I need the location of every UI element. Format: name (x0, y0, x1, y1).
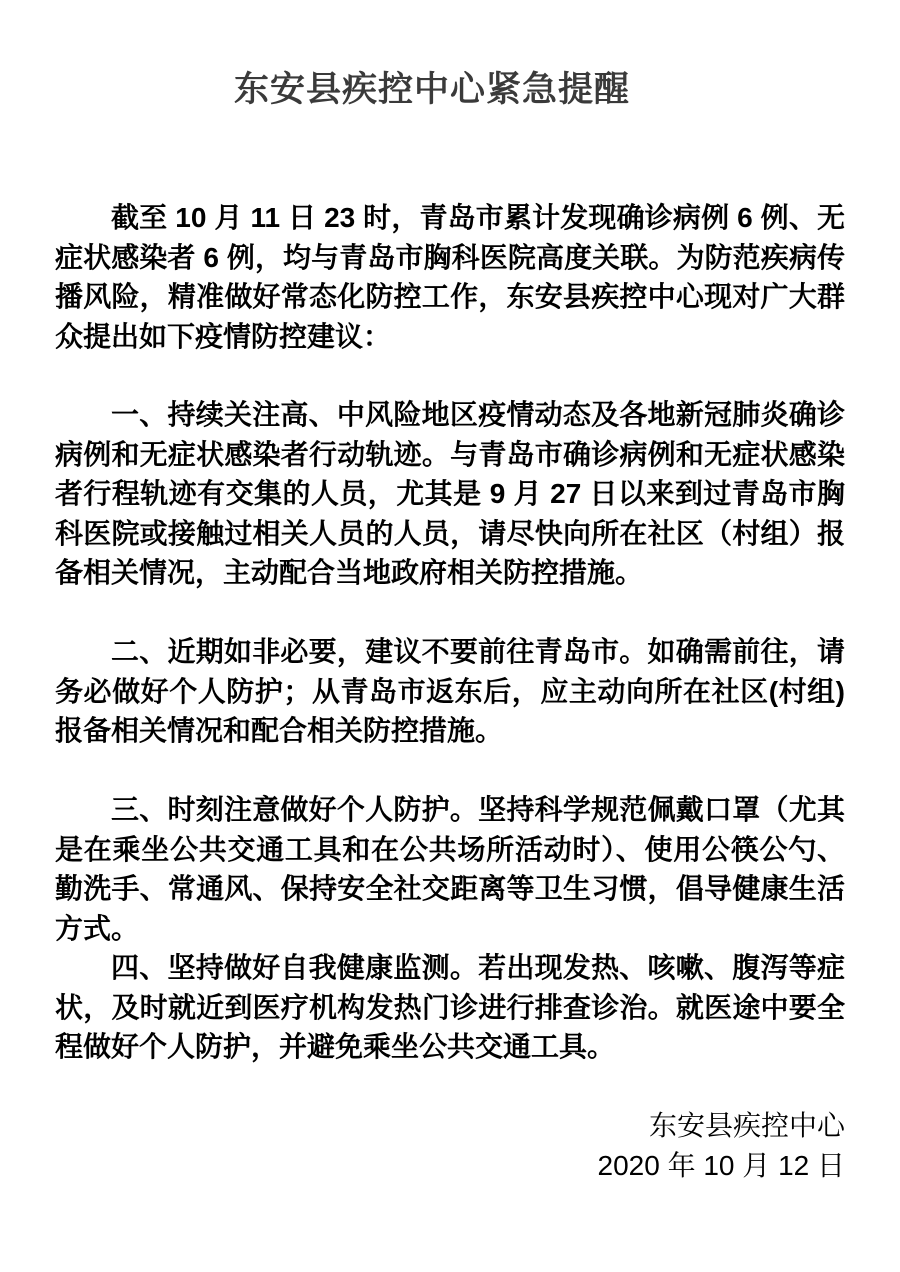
page-title: 东安县疾控中心紧急提醒 (233, 70, 630, 109)
signature-date: 2020 年 10 月 12 日 (597, 1149, 845, 1181)
notice-paragraph-item-4: 四、坚持做好自我健康监测。若出现发热、咳嗽、腹泻等症状，及时就近到医疗机构发热门诊进行排查诊治。就医途中要全程做好个人防护，并避免乘坐公共交通工具。 (55, 952, 845, 1062)
signature-organization: 东安县疾控中心 (648, 1110, 845, 1141)
signature-block (55, 1106, 845, 1185)
notice-paragraph-item-3: 三、时刻注意做好个人防护。坚持科学规范佩戴口罩（尤其是在乘坐公共交通工具和在公共场所活动时）、使用公筷公勺、勤洗手、常通风、保持安全社交距离等卫生习惯，倡导健康生活方式。 (55, 794, 845, 944)
notice-paragraph-intro: 截至 10 月 11 日 23 时，青岛市累计发现确诊病例 6 例、无症状感染者 6 例，均与青岛市胸科医院高度关联。为防范疾病传播风险，精准做好常态化防控工作，东安县疾控中心现对广大群众提出如下疫情防控建议： (55, 202, 845, 352)
notice-paragraph-item-1: 一、持续关注高、中风险地区疫情动态及各地新冠肺炎确诊病例和无症状感染者行动轨迹。与青岛市确诊病例和无症状感染者行程轨迹有交集的人员，尤其是 9 月 27 日以来到过青岛市胸科医院或接触过相关人员的人员，请尽快向所在社区（村组）报备相关情况，主动配合当地政府相关防控措施。 (55, 399, 845, 588)
notice-paragraph-item-2: 二、近期如非必要，建议不要前往青岛市。如确需前往，请务必做好个人防护；从青岛市返东后，应主动向所在社区(村组)报备相关情况和配合相关防控措施。 (55, 636, 845, 746)
